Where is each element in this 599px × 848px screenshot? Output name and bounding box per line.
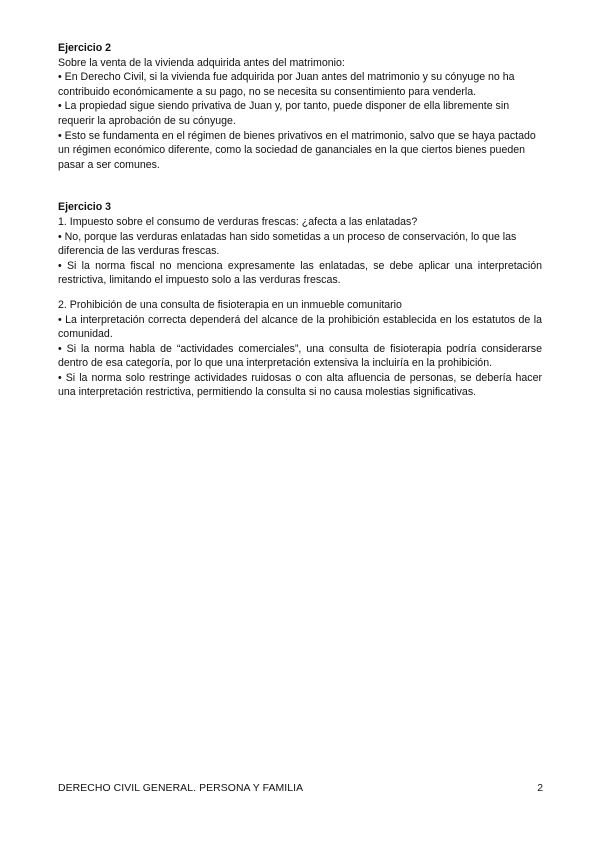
exercise-3-q1-bullet: • No, porque las verduras enlatadas han sido sometidas a un proceso de conservación, lo que las diferencia de las verduras frescas. [58,230,517,258]
exercise-3-q1-bullet: • Si la norma fiscal no menciona expresamente las enlatadas, se debe aplicar una interpretación restrictiva, limitando el impuesto solo a las verduras frescas. [58,259,542,287]
exercise-3-q2-bullet: • Si la norma solo restringe actividades ruidosas o con alta afluencia de personas, se debería hacer una interpretación restrictiva, permitiendo la consulta si no causa molestias significativas. [58,371,542,399]
page-body [58,41,542,400]
exercise-3-title: Ejercicio 3 [58,201,111,214]
exercise-2-bullet: • En Derecho Civil, si la vivienda fue adquirida por Juan antes del matrimonio y su cónyuge no ha contribuido económicamente a su pago, no se necesita su consentimiento para venderla. [58,71,515,98]
exercise-3-q2-bullet: • Si la norma habla de “actividades comerciales”, una consulta de fisioterapia podría considerarse dentro de esa categoría, por lo que una interpretación extensiva la incluiría en la prohibición. [58,342,542,370]
exercise-2-title: Ejercicio 2 [58,42,111,54]
paragraph-gap [58,288,542,298]
footer-course-title: DERECHO CIVIL GENERAL. PERSONA Y FAMILIA [58,783,304,794]
exercise-2-bullet: • Esto se fundamenta en el régimen de bienes privativos en el matrimonio, salvo que se haya pactado un régimen económico diferente, como la sociedad de gananciales en la que ciertos bienes pueden pasar a ser comunes. [58,129,536,171]
exercise-3-section [58,200,542,400]
exercise-3-q2-bullet: • La interpretación correcta dependerá del alcance de la prohibición establecida en los estatutos de la comunidad. [58,313,542,341]
footer-page-number: 2 [537,783,543,794]
exercise-2-intro: Sobre la venta de la vivienda adquirida antes del matrimonio: [58,56,345,69]
exercise-3-question-1: 1. Impuesto sobre el consumo de verduras frescas: ¿afecta a las enlatadas? [58,215,418,228]
exercise-2-bullet: • La propiedad sigue siendo privativa de Juan y, por tanto, puede disponer de ella libremente sin requerir la aprobación de su cónyuge. [58,100,510,127]
exercise-3-question-2: 2. Prohibición de una consulta de fisioterapia en un inmueble comunitario [58,298,402,311]
exercise-2-section [58,41,542,172]
